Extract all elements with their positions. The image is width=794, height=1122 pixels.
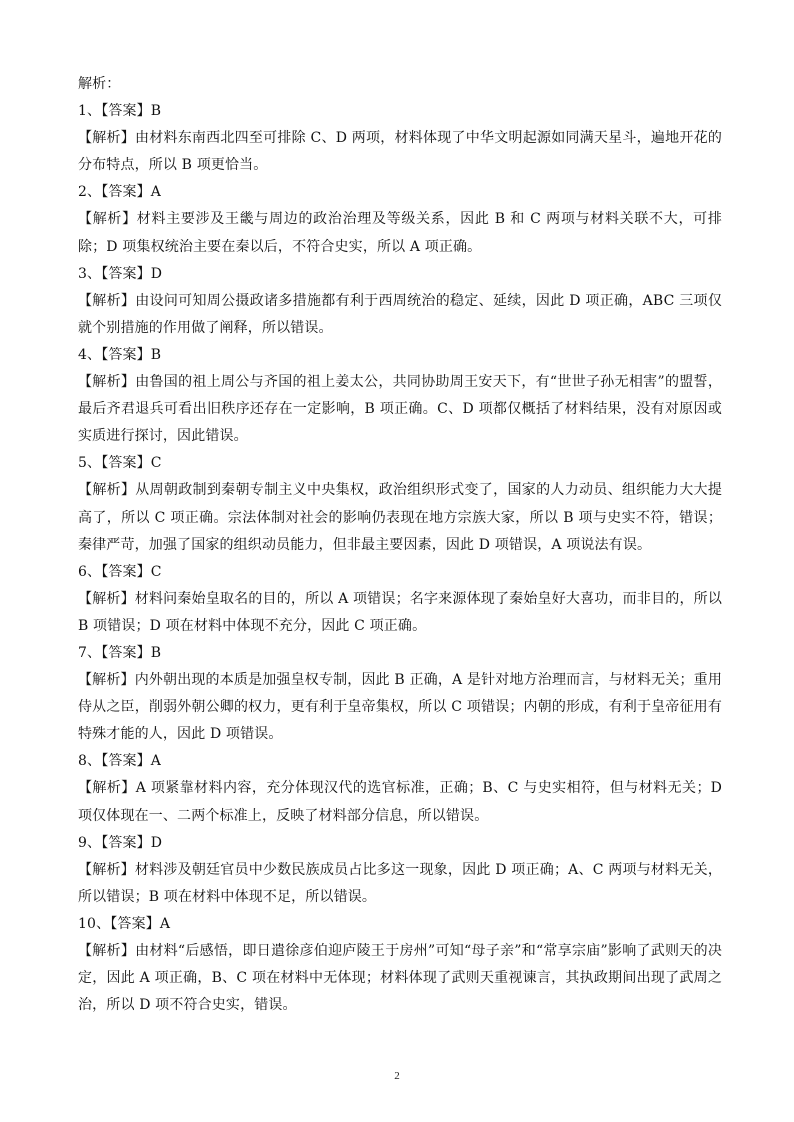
answer-label: 1、【答案】B	[78, 103, 162, 120]
answer-label: 8、【答案】A	[78, 753, 162, 770]
section-heading: 解析：	[78, 76, 121, 92]
answer-item-10	[78, 911, 722, 1019]
analysis-text: 【解析】由材料东南西北四至可排除 C、D 两项，材料体现了中华文明起源如同满天星斗，遍地开花的分布特点，所以 B 项更恰当。	[78, 130, 722, 174]
answer-label: 9、【答案】D	[78, 834, 163, 851]
answer-item-7	[78, 640, 722, 748]
answer-label: 6、【答案】C	[78, 563, 162, 580]
page-number: 2	[394, 1070, 400, 1082]
answer-label: 2、【答案】A	[78, 184, 162, 201]
answer-label: 10、【答案】A	[78, 915, 171, 932]
analysis-text: 【解析】材料主要涉及王畿与周边的政治治理及等级关系，因此 B 和 C 两项与材料关联不大，可排除；D 项集权统治主要在秦以后，不符合史实，所以 A 项正确。	[78, 211, 722, 255]
document-body	[78, 71, 722, 1019]
answer-item-9	[78, 830, 722, 911]
answer-item-2	[78, 179, 722, 260]
answer-label: 3、【答案】D	[78, 265, 163, 282]
analysis-text: 【解析】从周朝政制到秦朝专制主义中央集权，政治组织形式变了，国家的人力动员、组织能力大大提高了，所以 C 项正确。宗法体制对社会的影响仍表现在地方宗族大家，所以 B 项与史实不符，错误；秦律严苛，加强了国家的组织动员能力，但非最主要因素，因此 D 项错误，A 项说法有误。	[78, 482, 722, 553]
analysis-text: 【解析】材料涉及朝廷官员中少数民族成员占比多这一现象，因此 D 项正确；A、C 两项与材料无关，所以错误；B 项在材料中体现不足，所以错误。	[78, 861, 722, 905]
answer-item-8	[78, 748, 722, 829]
answer-item-1	[78, 98, 722, 179]
answer-label: 7、【答案】B	[78, 644, 162, 661]
answer-label: 4、【答案】B	[78, 346, 162, 363]
answer-item-4	[78, 342, 722, 450]
analysis-text: 【解析】材料问秦始皇取名的目的，所以 A 项错误；名字来源体现了秦始皇好大喜功，而非目的，所以 B 项错误；D 项在材料中体现不充分，因此 C 项正确。	[78, 590, 722, 634]
analysis-text: 【解析】A 项紧靠材料内容，充分体现汉代的选官标准，正确；B、C 与史实相符，但与材料无关；D 项仅体现在一、二两个标准上，反映了材料部分信息，所以错误。	[78, 780, 722, 824]
analysis-text: 【解析】由鲁国的祖上周公与齐国的祖上姜太公，共同协助周王安天下，有“世世子孙无相害”的盟誓，最后齐君退兵可看出旧秩序还存在一定影响，B 项正确。C、D 项都仅概括了材料结果，没有对原因或实质进行探讨，因此错误。	[78, 374, 722, 445]
analysis-text: 【解析】内外朝出现的本质是加强皇权专制，因此 B 正确，A 是针对地方治理而言，与材料无关；重用侍从之臣，削弱外朝公卿的权力，更有利于皇帝集权，所以 C 项错误；内朝的形成，有利于皇帝征用有特殊才能的人，因此 D 项错误。	[78, 672, 722, 743]
analysis-text: 【解析】由材料“后感悟，即日遣徐彦伯迎庐陵王于房州”可知“母子亲”和“常享宗庙”影响了武则天的决定，因此 A 项正确，B、C 项在材料中无体现；材料体现了武则天重视谏言，其执政期间出现了武周之治，所以 D 项不符合史实，错误。	[78, 943, 722, 1014]
answer-label: 5、【答案】C	[78, 455, 162, 472]
answer-item-6	[78, 559, 722, 640]
answer-item-3	[78, 261, 722, 342]
analysis-text: 【解析】由设问可知周公摄政诸多措施都有利于西周统治的稳定、延续，因此 D 项正确，ABC 三项仅就个别措施的作用做了阐释，所以错误。	[78, 292, 722, 336]
answer-item-5	[78, 450, 722, 558]
